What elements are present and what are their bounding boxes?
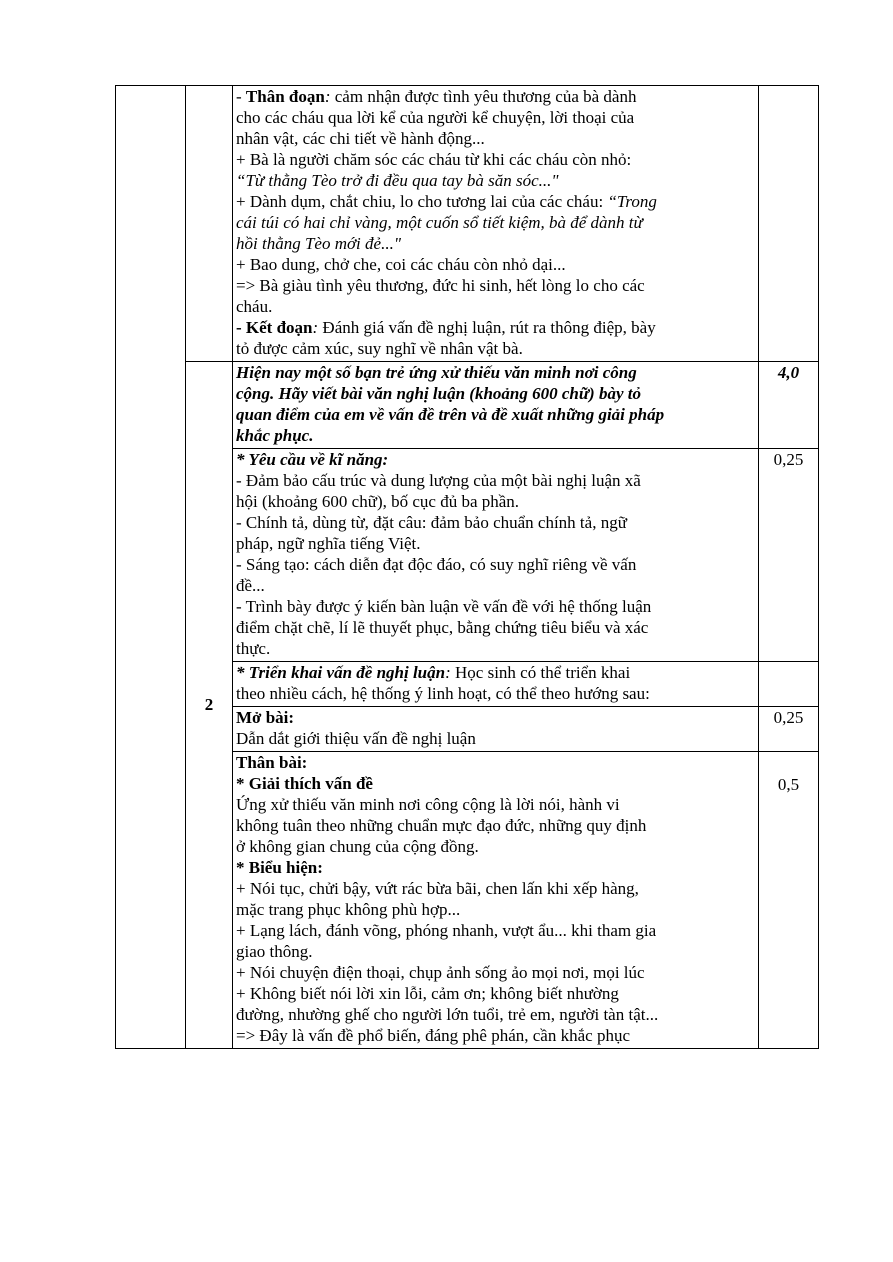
text-line — [236, 425, 755, 446]
text-line — [236, 662, 755, 683]
text-run: hồi thằng Tèo mới đẻ..." — [236, 234, 401, 253]
question-number: 2 — [186, 362, 233, 1049]
text-run: + Bao dung, chở che, coi các cháu còn nhỏ dại... — [236, 255, 566, 274]
text-run: nhân vật, các chi tiết về hành động... — [236, 129, 485, 148]
text-run: + Bà là người chăm sóc các cháu từ khi các cháu còn nhỏ: — [236, 150, 632, 169]
text-run: - Trình bày được ý kiến bàn luận về vấn đề với hệ thống luận — [236, 597, 652, 616]
text-run: : — [445, 663, 456, 682]
content-cell — [233, 362, 759, 449]
text-line — [236, 86, 755, 107]
text-line — [236, 836, 755, 857]
text-run: Học sinh có thể triển khai — [455, 663, 631, 682]
points-cell — [759, 662, 819, 707]
text-run: Đánh giá vấn đề nghị luận, rút ra thông điệp, bày — [322, 318, 656, 337]
question-cell-empty — [186, 86, 233, 362]
text-line — [236, 878, 755, 899]
text-line — [236, 554, 755, 575]
text-run: + Nói chuyện điện thoại, chụp ảnh sống ảo mọi nơi, mọi lúc — [236, 963, 645, 982]
content-cell — [233, 662, 759, 707]
text-run: đề... — [236, 576, 265, 595]
text-run: + Lạng lách, đánh võng, phóng nhanh, vượt ẩu... khi tham gia — [236, 921, 657, 940]
text-run: “Từ thằng Tèo trở đi đều qua tay bà săn sóc..." — [236, 171, 559, 190]
content-cell — [233, 707, 759, 752]
text-line — [236, 638, 755, 659]
content-cell — [233, 449, 759, 662]
text-run: * Yêu cầu về kĩ năng: — [236, 450, 389, 469]
text-run: mặc trang phục không phù hợp... — [236, 900, 461, 919]
text-line — [236, 254, 755, 275]
text-run: theo nhiều cách, hệ thống ý linh hoạt, có thể theo hướng sau: — [236, 684, 650, 703]
text-run: + Dành dụm, chắt chiu, lo cho tương lai của các cháu: — [236, 192, 608, 211]
text-run: ở không gian chung của cộng đồng. — [236, 837, 479, 856]
text-run: cộng. Hãy viết bài văn nghị luận (khoảng 600 chữ) bày tỏ — [236, 384, 641, 403]
text-run: điểm chặt chẽ, lí lẽ thuyết phục, bằng chứng tiêu biểu và xác — [236, 618, 649, 637]
text-line — [236, 449, 755, 470]
points-cell: 0,25 — [759, 707, 819, 752]
text-line — [236, 983, 755, 1004]
text-run: không tuân theo những chuẩn mực đạo đức, những quy định — [236, 816, 647, 835]
answer-key-table — [115, 85, 819, 1049]
text-line — [236, 920, 755, 941]
text-line — [236, 752, 755, 773]
text-run: Thân đoạn — [245, 87, 325, 106]
text-line — [236, 212, 755, 233]
text-run: : — [312, 318, 323, 337]
table-row — [116, 362, 819, 449]
text-run: : — [324, 87, 335, 106]
content-cell — [233, 752, 759, 1049]
text-run: cháu. — [236, 297, 273, 316]
text-run: * Biểu hiện: — [236, 858, 323, 877]
text-run: - Sáng tạo: cách diễn đạt độc đáo, có suy nghĩ riêng về vấn — [236, 555, 637, 574]
text-line — [236, 1004, 755, 1025]
text-run: đường, nhường ghế cho người lớn tuổi, trẻ em, người tàn tật... — [236, 1005, 659, 1024]
text-line — [236, 404, 755, 425]
text-run: * Giải thích vấn đề — [236, 774, 373, 793]
text-run: tỏ được cảm xúc, suy nghĩ về nhân vật bà. — [236, 339, 523, 358]
text-line — [236, 596, 755, 617]
text-run: cái túi có hai chỉ vàng, một cuốn sổ tiết kiệm, bà để dành từ — [236, 213, 643, 232]
text-run: khắc phục. — [236, 426, 314, 445]
text-line — [236, 338, 755, 359]
text-run: - Đảm bảo cấu trúc và dung lượng của một bài nghị luận xã — [236, 471, 641, 490]
text-line — [236, 233, 755, 254]
points-cell — [759, 86, 819, 362]
text-run: cho các cháu qua lời kể của người kể chuyện, lời thoại của — [236, 108, 635, 127]
points-cell: 0,25 — [759, 449, 819, 662]
text-line — [236, 383, 755, 404]
text-line — [236, 149, 755, 170]
points-cell: 4,0 — [759, 362, 819, 449]
text-run: - — [236, 87, 246, 106]
text-run: quan điểm của em về vấn đề trên và đề xuất những giải pháp — [236, 405, 665, 424]
text-line — [236, 470, 755, 491]
text-line — [236, 728, 755, 749]
text-run: Hiện nay một số bạn trẻ ứng xử thiếu văn minh nơi công — [236, 363, 637, 382]
text-run: cảm nhận được tình yêu thương của bà dành — [334, 87, 637, 106]
text-line — [236, 533, 755, 554]
text-run: => Đây là vấn đề phổ biến, đáng phê phán, cần khắc phục — [236, 1026, 630, 1045]
text-line — [236, 170, 755, 191]
text-line — [236, 962, 755, 983]
text-line — [236, 899, 755, 920]
text-run: - Chính tả, dùng từ, đặt câu: đảm bảo chuẩn chính tả, ngữ — [236, 513, 627, 532]
text-run: giao thông. — [236, 942, 313, 961]
text-line — [236, 683, 755, 704]
text-line — [236, 617, 755, 638]
text-line — [236, 362, 755, 383]
text-line — [236, 1025, 755, 1046]
text-line — [236, 512, 755, 533]
text-run: Thân bài: — [236, 753, 308, 772]
text-line — [236, 275, 755, 296]
text-run: hội (khoảng 600 chữ), bố cục đủ ba phần. — [236, 492, 520, 511]
text-run: Ứng xử thiếu văn minh nơi công cộng là lời nói, hành vi — [236, 795, 620, 814]
text-run: thực. — [236, 639, 271, 658]
text-run: Dẫn dắt giới thiệu vấn đề nghị luận — [236, 729, 476, 748]
table-row — [116, 86, 819, 362]
text-line — [236, 815, 755, 836]
text-run: => Bà giàu tình yêu thương, đức hi sinh, hết lòng lo cho các — [236, 276, 645, 295]
text-line — [236, 857, 755, 878]
text-line — [236, 296, 755, 317]
text-run: “Trong — [607, 192, 657, 211]
text-run: + Nói tục, chửi bậy, vứt rác bừa bãi, chen lấn khi xếp hàng, — [236, 879, 639, 898]
text-run: Mở bài: — [236, 708, 295, 727]
text-line — [236, 707, 755, 728]
text-run: * Triển khai vấn đề nghị luận — [236, 663, 446, 682]
text-line — [236, 794, 755, 815]
text-line — [236, 773, 755, 794]
text-line — [236, 128, 755, 149]
text-run: - Kết đoạn — [236, 318, 313, 337]
text-run: + Không biết nói lời xin lỗi, cảm ơn; không biết nhường — [236, 984, 619, 1003]
text-line — [236, 107, 755, 128]
text-line — [236, 941, 755, 962]
section-cell — [116, 86, 186, 1049]
text-line — [236, 191, 755, 212]
text-line — [236, 317, 755, 338]
content-cell — [233, 86, 759, 362]
text-run: pháp, ngữ nghĩa tiếng Việt. — [236, 534, 421, 553]
text-line — [236, 575, 755, 596]
text-line — [236, 491, 755, 512]
points-cell: 0,5 — [759, 752, 819, 1049]
